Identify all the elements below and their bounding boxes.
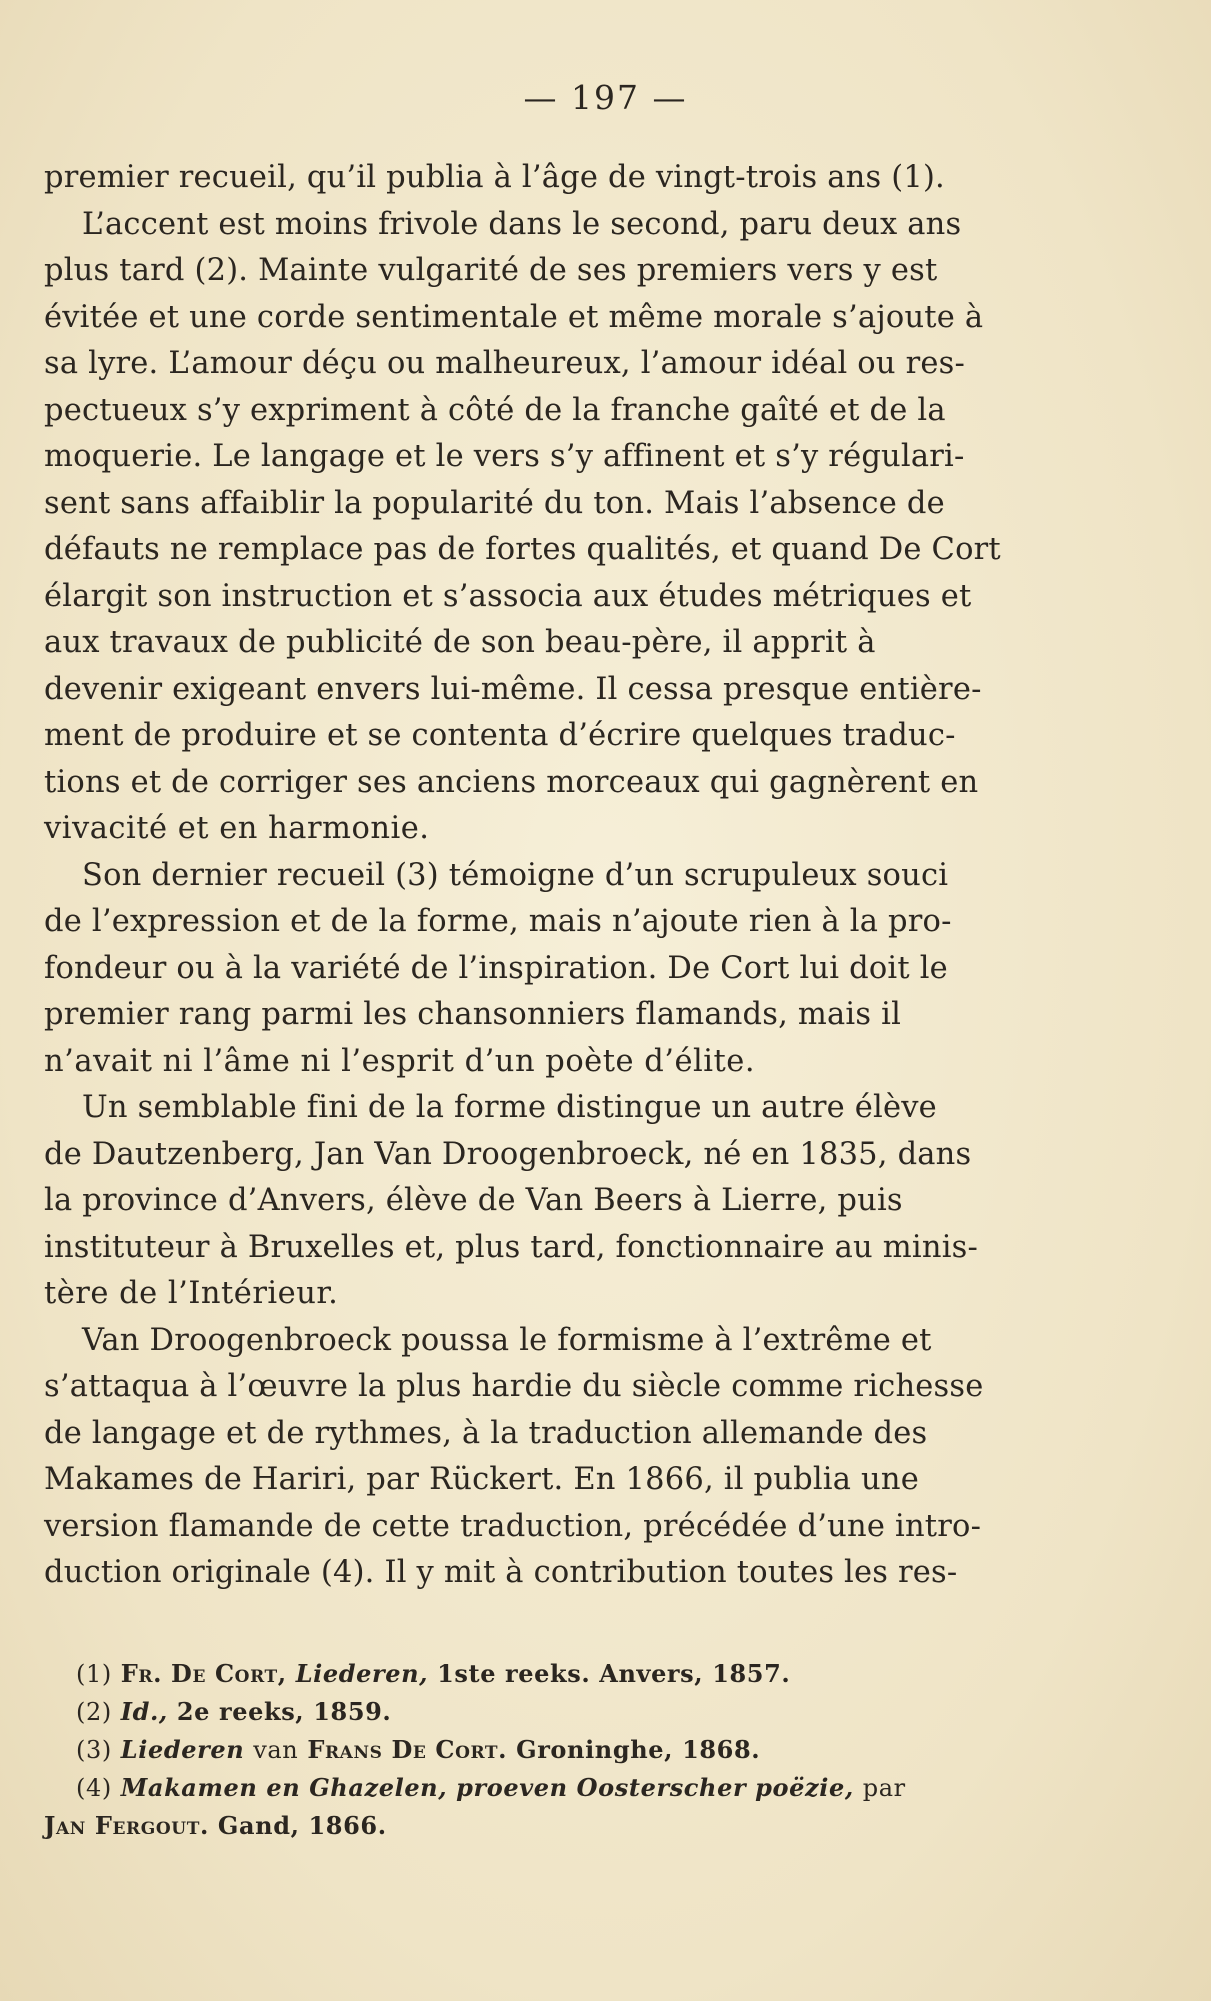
text-line: de langage et de rythmes, à la traduction allemande des	[44, 1415, 928, 1451]
footnote-1	[44, 1655, 1034, 1693]
footnote-connector: par	[862, 1774, 906, 1802]
footnote-details: 1ste reeks. Anvers, 1857.	[437, 1659, 791, 1688]
page-number: — 197 —	[523, 78, 688, 117]
text-line: aux travaux de publicité de son beau-père, il apprit à	[44, 625, 876, 660]
text-line: s’attaqua à l’œuvre la plus hardie du siècle comme richesse	[44, 1369, 984, 1404]
text-line: Un semblable fini de la forme distingue un autre élève	[82, 1090, 937, 1125]
text-line: duction originale (4). Il y mit à contribution toutes les res-	[44, 1555, 958, 1590]
text-line: de l’expression et de la forme, mais n’ajoute rien à la pro-	[44, 904, 952, 939]
paragraph	[44, 1085, 1034, 1318]
footnote-number: (2)	[76, 1698, 112, 1726]
footnote-number: (3)	[76, 1736, 112, 1764]
text-line: sa lyre. L’amour déçu ou malheureux, l’amour idéal ou res-	[44, 346, 966, 381]
footnote-author: Frans De Cort.	[307, 1735, 508, 1764]
body-text	[44, 155, 1034, 1597]
text-line: instituteur à Bruxelles et, plus tard, fonctionnaire au minis-	[44, 1229, 979, 1265]
text-line: plus tard (2). Mainte vulgarité de ses premiers vers y est	[44, 253, 938, 288]
footnote-title: Id.,	[120, 1697, 168, 1726]
footnote-4-continued	[44, 1807, 1034, 1845]
text-line: tère de l’Intérieur.	[44, 1276, 339, 1311]
footnote-4	[44, 1769, 1034, 1807]
footnote-details: Groninghe, 1868.	[516, 1735, 761, 1764]
footnote-3	[44, 1731, 1034, 1769]
footnote-title: Liederen,	[295, 1659, 429, 1688]
footnote-title: Liederen	[120, 1735, 245, 1764]
text-line: vivacité et en harmonie.	[44, 811, 430, 846]
text-line: fondeur ou à la variété de l’inspiration. De Cort lui doit le	[44, 950, 948, 986]
footnote-number: (1)	[76, 1660, 112, 1688]
text-line: ment de produire et se contenta d’écrire quelques traduc-	[44, 718, 956, 753]
footnote-author: Jan Fergout.	[44, 1811, 209, 1840]
footnote-details: 2e reeks, 1859.	[176, 1697, 392, 1726]
footnote-connector: van	[253, 1736, 299, 1764]
footnote-2	[44, 1693, 1034, 1731]
text-line: tions et de corriger ses anciens morceaux qui gagnèrent en	[44, 764, 979, 800]
footnote-author: Fr. De Cort,	[120, 1659, 287, 1688]
text-line: de Dautzenberg, Jan Van Droogenbroeck, né en 1835, dans	[44, 1136, 972, 1172]
text-line: sent sans affaiblir la popularité du ton. Mais l’absence de	[44, 485, 945, 521]
text-line: Son dernier recueil (3) témoigne d’un scrupuleux souci	[82, 857, 949, 893]
footnote-number: (4)	[76, 1774, 112, 1802]
text-line: pectueux s’y expriment à côté de la franche gaîté et de la	[44, 392, 946, 428]
text-line: premier recueil, qu’il publia à l’âge de vingt-trois ans (1).	[44, 160, 945, 195]
text-line: élargit son instruction et s’associa aux études métriques et	[44, 578, 972, 614]
text-line: L’accent est moins frivole dans le second, paru deux ans	[82, 206, 962, 242]
text-line: premier rang parmi les chansonniers flamands, mais il	[44, 997, 902, 1032]
text-line: Makames de Hariri, par Rückert. En 1866, il publia une	[44, 1462, 919, 1497]
text-line: Van Droogenbroeck poussa le formisme à l’extrême et	[82, 1322, 932, 1358]
text-line: la province d’Anvers, élève de Van Beers à Lierre, puis	[44, 1183, 903, 1218]
footnotes	[44, 1655, 1034, 1845]
text-line: évitée et une corde sentimentale et même morale s’ajoute à	[44, 299, 984, 335]
paragraph	[44, 202, 1034, 853]
text-line: défauts ne remplace pas de fortes qualités, et quand De Cort	[44, 532, 1001, 567]
text-line: version flamande de cette traduction, précédée d’une intro-	[44, 1508, 982, 1544]
paragraph	[44, 853, 1034, 1086]
paragraph	[44, 1318, 1034, 1597]
text-line: moquerie. Le langage et le vers s’y affinent et s’y régulari-	[44, 439, 965, 474]
paragraph	[44, 155, 1034, 202]
text-line: n’avait ni l’âme ni l’esprit d’un poète d’élite.	[44, 1043, 756, 1079]
footnote-title: Makamen en Ghazelen, proeven Oosterscher poëzie,	[120, 1773, 854, 1802]
footnote-details: Gand, 1866.	[217, 1811, 387, 1840]
text-line: devenir exigeant envers lui-même. Il cessa presque entière-	[44, 671, 982, 707]
